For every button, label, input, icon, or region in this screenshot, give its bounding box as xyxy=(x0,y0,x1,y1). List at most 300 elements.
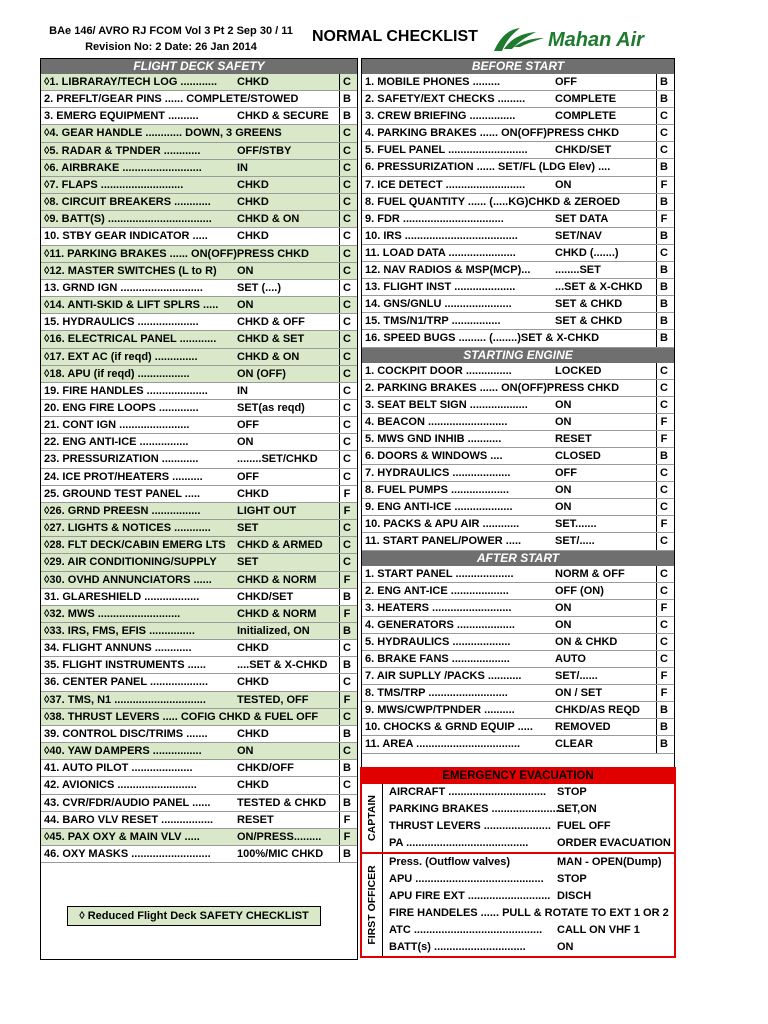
evacuation-step-action: STOP xyxy=(557,873,587,885)
checklist-row xyxy=(362,330,674,347)
checklist-row xyxy=(41,108,357,125)
column-divider xyxy=(339,194,340,210)
checklist-item-category: F xyxy=(343,607,351,620)
checklist-item-category: B xyxy=(660,704,668,717)
checklist-item-text: 7. AIR SUPLLY /PACKS ........... xyxy=(365,670,522,683)
checklist-item-value: IN xyxy=(237,161,248,174)
checklist-row xyxy=(41,572,357,589)
section-header-after-start: AFTER START xyxy=(362,551,674,566)
checklist-item-category: B xyxy=(343,727,351,740)
column-divider xyxy=(656,448,657,464)
evacuation-step-action: SET,ON xyxy=(557,803,597,815)
checklist-item-text: ◊30. OVHD ANNUNCIATORS ...... xyxy=(44,573,212,586)
captain-label-cell xyxy=(362,784,383,852)
column-divider xyxy=(339,486,340,502)
checklist-item-text: 2. SAFETY/EXT CHECKS ......... xyxy=(365,93,526,106)
checklist-item-value: TESTED & CHKD xyxy=(237,796,327,809)
checklist-item-category: C xyxy=(660,484,668,497)
checklist-item-text: 13. GRND IGN ........................... xyxy=(44,281,203,294)
column-divider xyxy=(339,263,340,279)
checklist-item-category: C xyxy=(660,501,668,514)
column-divider xyxy=(656,279,657,295)
column-divider xyxy=(656,228,657,244)
column-divider xyxy=(656,465,657,481)
column-divider xyxy=(339,829,340,845)
checklist-item-category: B xyxy=(343,625,351,637)
checklist-item-text: 21. CONT IGN ....................... xyxy=(44,419,190,432)
checklist-row xyxy=(362,279,674,296)
checklist-row xyxy=(362,177,674,194)
checklist-row xyxy=(362,211,674,228)
checklist-item-category: B xyxy=(660,264,668,277)
evacuation-step xyxy=(383,871,674,888)
checklist-row xyxy=(362,448,674,465)
checklist-item-value: CHKD/SET xyxy=(555,144,612,157)
checklist-row xyxy=(41,297,357,314)
checklist-row xyxy=(41,469,357,486)
checklist-row xyxy=(41,812,357,829)
checklist-row xyxy=(362,414,674,431)
checklist-item-value: ON/PRESS......... xyxy=(237,830,322,843)
checklist-item-category: F xyxy=(343,504,351,517)
flight-deck-safety-list xyxy=(41,74,357,863)
checklist-item-text: ◊8. CIRCUIT BREAKERS ............ xyxy=(44,196,211,209)
mahan-air-bird-icon xyxy=(490,25,546,55)
checklist-item-category: C xyxy=(343,642,351,655)
checklist-item-category: B xyxy=(660,281,668,294)
checklist-item-text: 10. IRS ..................................... xyxy=(365,229,518,242)
checklist-item-category: B xyxy=(660,315,668,328)
checklist-item-category: B xyxy=(343,93,351,106)
column-divider xyxy=(656,702,657,718)
checklist-row xyxy=(362,142,674,159)
checklist-item-text: 1. COCKPIT DOOR ............... xyxy=(365,364,512,377)
checklist-item-value: CLEAR xyxy=(555,738,593,751)
evacuation-step-action: CALL ON VHF 1 xyxy=(557,924,640,936)
checklist-item-text: 3. CREW BRIEFING ............... xyxy=(365,110,516,123)
evacuation-step-text: THRUST LEVERS ...................... xyxy=(389,820,551,832)
column-divider xyxy=(656,431,657,447)
column-divider xyxy=(339,606,340,622)
checklist-item-category: B xyxy=(343,762,351,775)
checklist-item-text: 9. FDR ................................. xyxy=(365,212,504,225)
checklist-item-category: C xyxy=(660,618,668,631)
checklist-item-category: C xyxy=(343,247,351,260)
checklist-item-category: F xyxy=(660,518,668,531)
checklist-item-text: ◊6. AIRBRAKE .......................... xyxy=(44,161,202,174)
checklist-item-category: C xyxy=(343,230,351,243)
checklist-item-value: OFF xyxy=(237,419,259,432)
column-divider xyxy=(656,668,657,684)
column-divider xyxy=(656,245,657,261)
checklist-item-value: CHKD/OFF xyxy=(237,762,294,775)
column-divider xyxy=(656,380,657,396)
column-divider xyxy=(339,657,340,673)
checklist-item-value: CHKD/AS REQD xyxy=(555,704,640,717)
checklist-row xyxy=(362,313,674,330)
checklist-row xyxy=(41,503,357,520)
column-divider xyxy=(339,537,340,553)
checklist-item-category: C xyxy=(343,436,351,449)
checklist-item-text: ◊37. TMS, N1 .............................. xyxy=(44,693,206,706)
checklist-item-value: SET....... xyxy=(555,518,597,531)
evacuation-step-action: FUEL OFF xyxy=(557,820,611,832)
checklist-item-value: CHKD xyxy=(237,487,269,500)
evacuation-step-text: ATC .......................................... xyxy=(389,924,543,936)
evacuation-step xyxy=(383,801,674,818)
checklist-item-value: OFF/STBY xyxy=(237,144,292,157)
checklist-item-text: 8. FUEL QUANTITY ...... (.....KG)CHKD & ZEROED xyxy=(365,195,621,208)
checklist-item-text: 35. FLIGHT INSTRUMENTS ...... xyxy=(44,659,206,672)
checklist-item-value: CHKD xyxy=(237,642,269,655)
checklist-item-category: C xyxy=(343,367,351,380)
checklist-item-text: ◊32. MWS ........................... xyxy=(44,607,181,620)
checklist-row xyxy=(41,160,357,177)
column-divider xyxy=(339,554,340,570)
column-divider xyxy=(339,674,340,690)
checklist-item-text: 2. ENG ANT-ICE ................... xyxy=(365,584,509,597)
checklist-row xyxy=(41,143,357,160)
checklist-item-category: C xyxy=(343,264,351,277)
checklist-item-category: C xyxy=(343,710,351,723)
checklist-item-category: F xyxy=(660,178,668,191)
checklist-item-value: SET (....) xyxy=(237,281,281,294)
checklist-item-value: SET xyxy=(237,522,259,535)
fcom-reference: BAe 146/ AVRO RJ FCOM Vol 3 Pt 2 Sep 30 / 11 xyxy=(49,25,293,37)
checklist-item-category: C xyxy=(660,110,668,123)
column-divider xyxy=(656,414,657,430)
checklist-item-text: 16. SPEED BUGS ......... (........)SET & X-CHKD xyxy=(365,332,600,345)
checklist-item-category: B xyxy=(660,229,668,242)
checklist-item-text: 3. EMERG EQUIPMENT .......... xyxy=(44,110,199,123)
column-divider xyxy=(339,143,340,159)
checklist-item-value: REMOVED xyxy=(555,721,611,734)
column-divider xyxy=(656,499,657,515)
column-divider xyxy=(656,108,657,124)
checklist-row xyxy=(362,516,674,533)
checklist-item-value: ON / SET xyxy=(555,687,603,700)
checklist-item-value: CHKD xyxy=(237,76,269,88)
checklist-item-text: ◊40. YAW DAMPERS ................ xyxy=(44,745,202,758)
column-divider xyxy=(656,617,657,633)
column-divider xyxy=(339,349,340,365)
checklist-item-category: C xyxy=(660,246,668,259)
column-divider xyxy=(339,812,340,828)
column-divider xyxy=(339,469,340,485)
section-header-before-start: BEFORE START xyxy=(362,59,674,74)
column-divider xyxy=(339,434,340,450)
checklist-row xyxy=(362,566,674,583)
checklist-item-category: C xyxy=(343,419,351,432)
column-divider xyxy=(339,451,340,467)
checklist-item-value: ON xyxy=(555,398,572,411)
checklist-row xyxy=(362,380,674,397)
checklist-row xyxy=(41,709,357,726)
checklist-item-value: CHKD & ARMED xyxy=(237,539,323,552)
checklist-item-value: 100%/MIC CHKD xyxy=(237,848,324,861)
column-divider xyxy=(339,623,340,639)
checklist-item-text: 19. FIRE HANDLES .................... xyxy=(44,384,208,397)
evacuation-step-text: Press. (Outflow valves) xyxy=(389,856,511,868)
checklist-row xyxy=(362,194,674,211)
checklist-item-text: 15. HYDRAULICS .................... xyxy=(44,316,199,329)
checklist-item-category: C xyxy=(343,213,351,226)
evacuation-step-action: ORDER EVACUATION xyxy=(557,837,671,849)
checklist-item-category: C xyxy=(343,453,351,466)
checklist-row xyxy=(362,228,674,245)
evacuation-step-action: DISCH xyxy=(557,890,592,902)
column-divider xyxy=(339,366,340,382)
column-divider xyxy=(339,692,340,708)
checklist-item-category: F xyxy=(343,487,351,500)
evacuation-step-action: MAN - OPEN(Dump) xyxy=(557,856,662,868)
checklist-row xyxy=(362,651,674,668)
column-divider xyxy=(656,651,657,667)
column-divider xyxy=(339,777,340,793)
checklist-item-category: F xyxy=(660,432,668,445)
checklist-item-value: COMPLETE xyxy=(555,93,617,106)
evacuation-step-text: BATT(s) .............................. xyxy=(389,941,526,953)
right-checklist-panel xyxy=(361,58,675,768)
checklist-row xyxy=(362,296,674,313)
evacuation-step xyxy=(383,905,674,922)
checklist-item-category: C xyxy=(660,381,668,394)
checklist-row xyxy=(362,125,674,142)
column-divider xyxy=(339,383,340,399)
checklist-item-value: NORM & OFF xyxy=(555,567,625,580)
checklist-item-text: 11. AREA .................................. xyxy=(365,738,521,751)
checklist-item-text: ◊33. IRS, FMS, EFIS ............... xyxy=(44,625,195,637)
captain-label: CAPTAIN xyxy=(366,795,378,841)
column-divider xyxy=(339,572,340,588)
checklist-item-text: ◊26. GRND PREESN ................ xyxy=(44,504,201,517)
checklist-item-category: B xyxy=(343,848,351,861)
checklist-item-text: 43. CVR/FDR/AUDIO PANEL ...... xyxy=(44,796,211,809)
checklist-item-value: SET DATA xyxy=(555,212,609,225)
checklist-item-value: SET xyxy=(237,556,259,569)
checklist-item-category: C xyxy=(343,161,351,174)
checklist-item-category: C xyxy=(343,779,351,792)
checklist-item-category: B xyxy=(660,332,668,345)
checklist-row xyxy=(41,125,357,142)
checklist-row xyxy=(362,499,674,516)
checklist-item-value: OFF (ON) xyxy=(555,584,604,597)
column-divider xyxy=(656,125,657,141)
page-title: NORMAL CHECKLIST xyxy=(312,28,478,45)
checklist-row xyxy=(41,520,357,537)
column-divider xyxy=(656,296,657,312)
checklist-item-value: CHKD & SET xyxy=(237,333,305,346)
checklist-item-category: C xyxy=(343,745,351,758)
checklist-item-text: ◊11. PARKING BRAKES ...... ON(OFF)PRESS CHKD xyxy=(44,247,309,260)
checklist-item-category: F xyxy=(343,693,351,706)
checklist-row xyxy=(41,383,357,400)
column-divider xyxy=(656,262,657,278)
checklist-item-category: B xyxy=(343,110,351,123)
checklist-item-category: F xyxy=(343,573,351,586)
checklist-row xyxy=(362,482,674,499)
checklist-row xyxy=(362,74,674,91)
checklist-item-text: 46. OXY MASKS .......................... xyxy=(44,848,211,861)
first-officer-label-cell xyxy=(362,854,383,956)
checklist-item-text: 2. PREFLT/GEAR PINS ...... COMPLETE/STOWED xyxy=(44,93,299,106)
checklist-row xyxy=(41,743,357,760)
column-divider xyxy=(339,74,340,90)
checklist-item-value: ON xyxy=(555,484,572,497)
checklist-item-text: ◊28. FLT DECK/CABIN EMERG LTS xyxy=(44,539,226,552)
checklist-item-value: LIGHT OUT xyxy=(237,504,297,517)
checklist-item-text: 20. ENG FIRE LOOPS ............. xyxy=(44,401,199,414)
checklist-item-text: 3. SEAT BELT SIGN ................... xyxy=(365,398,528,411)
evacuation-step xyxy=(383,922,674,939)
checklist-item-text: 6. BRAKE FANS ................... xyxy=(365,653,510,665)
checklist-row xyxy=(41,829,357,846)
checklist-item-category: F xyxy=(343,830,351,843)
evacuation-step xyxy=(383,939,674,956)
checklist-item-text: 5. FUEL PANEL .......................... xyxy=(365,144,528,157)
checklist-item-text: ◊1. LIBRARAY/TECH LOG ............ xyxy=(44,76,218,88)
reduced-checklist-legend: ◊ Reduced Flight Deck SAFETY CHECKLIST xyxy=(67,906,321,926)
checklist-item-text: 39. CONTROL DISC/TRIMS ....... xyxy=(44,727,208,740)
checklist-row xyxy=(41,760,357,777)
checklist-item-category: B xyxy=(660,721,668,734)
column-divider xyxy=(339,726,340,742)
evacuation-step-text: AIRCRAFT ................................ xyxy=(389,786,547,798)
first-officer-label: FIRST OFFICER xyxy=(366,865,378,945)
checklist-row xyxy=(41,366,357,383)
checklist-item-text: 14. GNS/GNLU ...................... xyxy=(365,298,512,311)
checklist-item-value: ON xyxy=(555,501,572,514)
column-divider xyxy=(339,297,340,313)
column-divider xyxy=(339,108,340,124)
checklist-row xyxy=(41,451,357,468)
checklist-item-category: C xyxy=(660,127,668,140)
checklist-row xyxy=(41,692,357,709)
column-divider xyxy=(339,280,340,296)
column-divider xyxy=(339,331,340,347)
checklist-item-value: SET(as reqd) xyxy=(237,401,305,414)
checklist-item-text: ◊17. EXT AC (if reqd) .............. xyxy=(44,350,198,363)
checklist-item-category: C xyxy=(343,522,351,535)
checklist-item-text: 31. GLARESHIELD .................. xyxy=(44,590,200,603)
checklist-row xyxy=(41,674,357,691)
checklist-item-category: B xyxy=(343,659,351,672)
checklist-item-category: C xyxy=(343,676,351,689)
checklist-item-text: 15. TMS/N1/TRP ................ xyxy=(365,315,501,328)
checklist-row xyxy=(362,668,674,685)
checklist-item-text: 4. PARKING BRAKES ...... ON(OFF)PRESS CHKD xyxy=(365,127,620,140)
column-divider xyxy=(339,846,340,862)
column-divider xyxy=(339,640,340,656)
checklist-row xyxy=(41,623,357,640)
brand-logo xyxy=(490,24,672,56)
checklist-item-text: ◊5. RADAR & TPNDER ............ xyxy=(44,144,201,157)
checklist-item-value: ON & CHKD xyxy=(555,635,618,648)
checklist-item-category: C xyxy=(660,364,668,377)
checklist-row xyxy=(362,91,674,108)
checklist-item-category: C xyxy=(660,535,668,548)
revision-info: Revision No: 2 Date: 26 Jan 2014 xyxy=(85,41,257,53)
column-divider xyxy=(339,589,340,605)
checklist-row xyxy=(41,434,357,451)
checklist-item-category: C xyxy=(343,127,351,140)
checklist-item-category: C xyxy=(660,144,668,157)
section-header-flight-deck-safety: FLIGHT DECK SAFETY xyxy=(41,59,357,74)
column-divider xyxy=(339,177,340,193)
checklist-item-value: COMPLETE xyxy=(555,110,617,123)
checklist-item-value: CHKD xyxy=(237,779,269,792)
brand-name: Mahan Air xyxy=(548,28,644,51)
checklist-item-category: B xyxy=(660,161,668,174)
checklist-row xyxy=(362,262,674,279)
checklist-item-value: ON xyxy=(555,601,572,614)
evacuation-step-text: APU FIRE EXT ........................... xyxy=(389,890,551,902)
evacuation-step xyxy=(383,784,674,801)
column-divider xyxy=(656,159,657,175)
column-divider xyxy=(339,520,340,536)
column-divider xyxy=(656,211,657,227)
checklist-item-value: ON xyxy=(555,415,572,428)
checklist-row xyxy=(362,245,674,262)
checklist-row xyxy=(41,246,357,263)
column-divider xyxy=(656,194,657,210)
checklist-item-text: 12. NAV RADIOS & MSP(MCP)... xyxy=(365,264,531,277)
column-divider xyxy=(656,516,657,532)
checklist-item-category: B xyxy=(660,93,668,106)
checklist-row xyxy=(362,617,674,634)
checklist-item-value: ....SET & X-CHKD xyxy=(237,659,328,672)
document-header xyxy=(40,22,674,58)
checklist-row xyxy=(41,606,357,623)
checklist-item-text: 23. PRESSURIZATION ............ xyxy=(44,453,199,466)
column-divider xyxy=(656,363,657,379)
checklist-item-value: ON xyxy=(237,264,254,277)
checklist-item-category: C xyxy=(660,467,668,480)
checklist-item-value: CHKD (.......) xyxy=(555,246,619,259)
checklist-item-text: ◊7. FLAPS ........................... xyxy=(44,178,184,191)
checklist-item-text: 36. CENTER PANEL ................... xyxy=(44,676,209,689)
checklist-item-category: C xyxy=(660,584,668,597)
checklist-item-text: 10. STBY GEAR INDICATOR ..... xyxy=(44,230,208,243)
column-divider xyxy=(656,736,657,752)
column-divider xyxy=(339,743,340,759)
checklist-item-text: 4. GENERATORS ................... xyxy=(365,618,515,631)
evacuation-step-text: FIRE HANDELES ...... PULL & ROTATE TO EXT 1 OR 2 xyxy=(389,907,669,919)
checklist-item-text: 44. BARO VLV RESET ................. xyxy=(44,813,214,826)
section-header-starting-engine: STARTING ENGINE xyxy=(362,348,674,363)
checklist-item-category: C xyxy=(660,567,668,580)
checklist-item-category: C xyxy=(343,76,351,88)
column-divider xyxy=(339,709,340,725)
checklist-item-text: 10. PACKS & APU AIR ............ xyxy=(365,518,520,531)
emergency-evacuation-panel xyxy=(360,767,676,958)
checklist-item-value: ON xyxy=(237,745,254,758)
checklist-row xyxy=(41,331,357,348)
checklist-item-value: RESET xyxy=(237,813,274,826)
checklist-item-value: CHKD xyxy=(237,727,269,740)
checklist-row xyxy=(41,177,357,194)
checklist-item-category: C xyxy=(343,316,351,329)
checklist-item-value: CHKD & ON xyxy=(237,350,300,363)
column-divider xyxy=(339,417,340,433)
checklist-item-value: LOCKED xyxy=(555,364,602,377)
column-divider xyxy=(339,503,340,519)
checklist-item-value: RESET xyxy=(555,432,592,445)
checklist-row xyxy=(362,719,674,736)
checklist-item-text: ◊45. PAX OXY & MAIN VLV ..... xyxy=(44,830,200,843)
checklist-item-value: CHKD xyxy=(237,178,269,191)
checklist-item-category: C xyxy=(660,635,668,648)
